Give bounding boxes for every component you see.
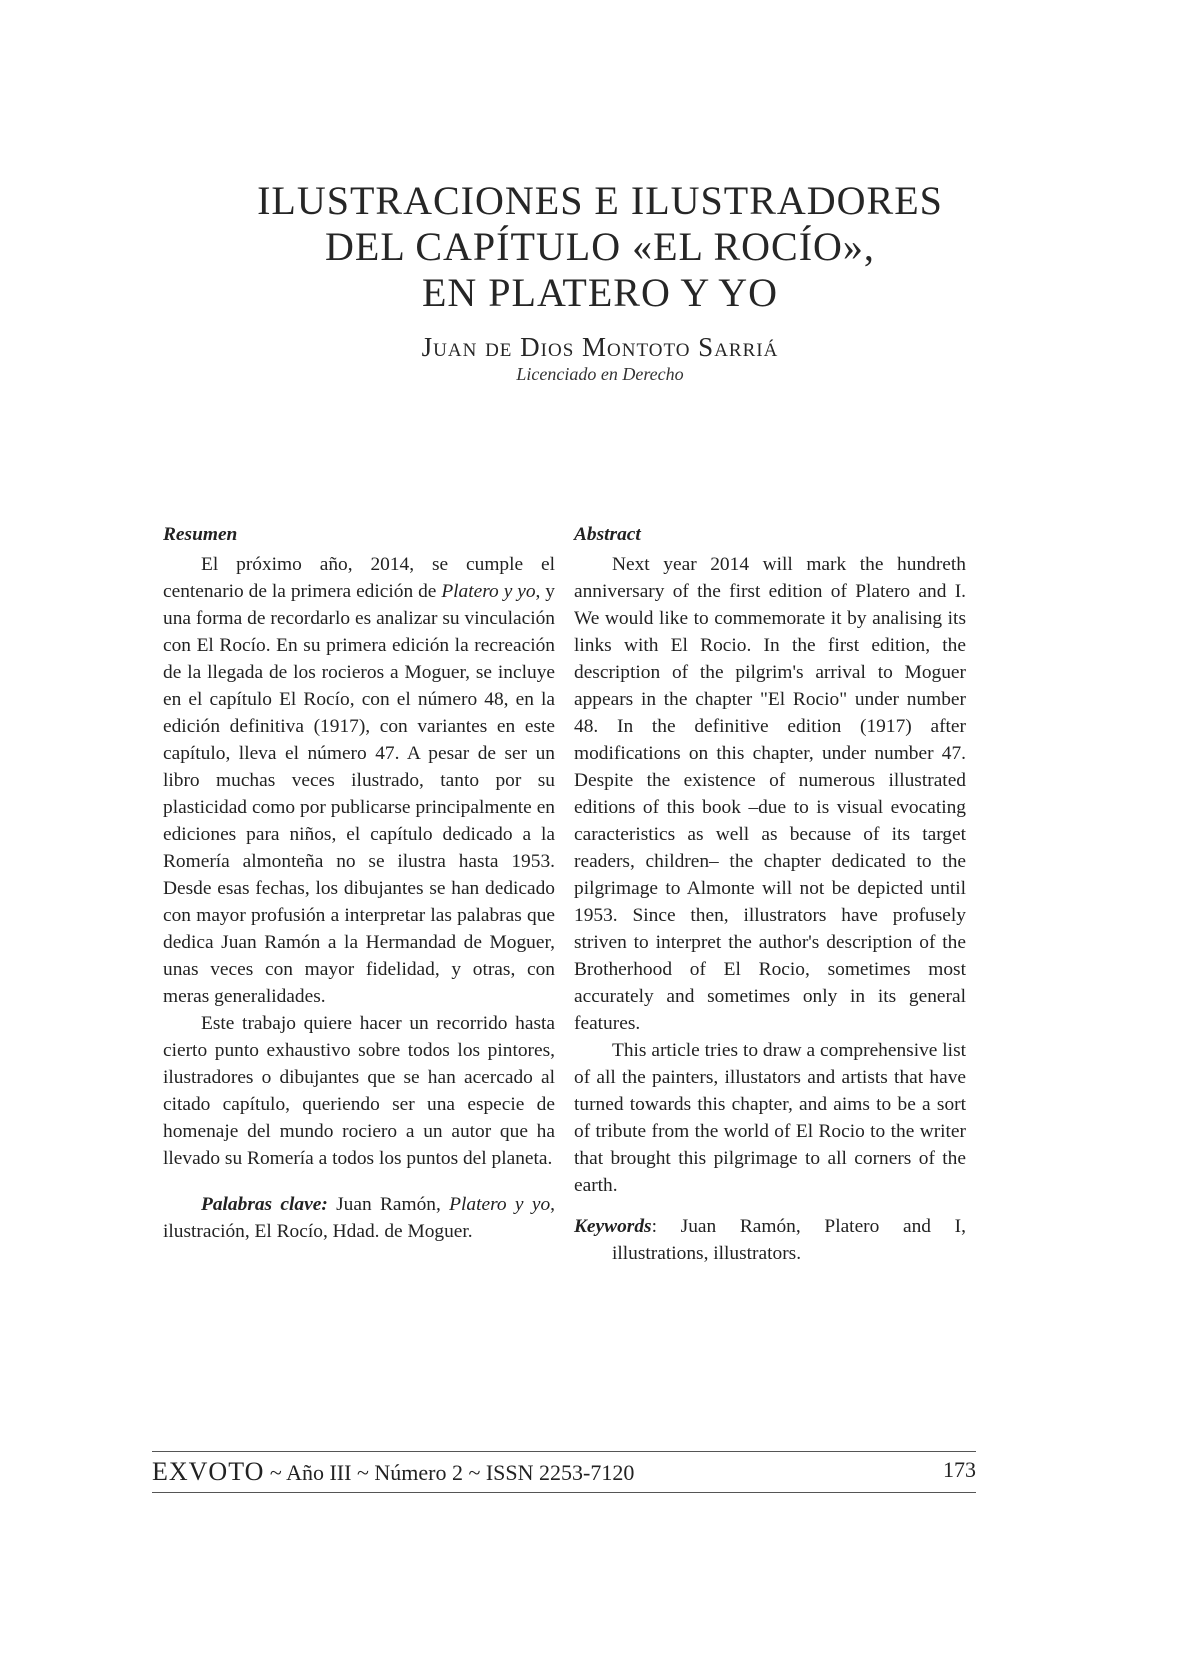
resumen-keywords-book: Platero y yo bbox=[449, 1194, 551, 1215]
title-line-1: ILUSTRACIONES E ILUSTRADORES bbox=[257, 178, 943, 223]
resumen-p1-book-title: Platero y yo bbox=[441, 581, 536, 602]
abstract-paragraph-1: Next year 2014 will mark the hundreth anniversary of the first edition of Platero and I. We would like to commemorate it by analising its links with El Rocio. In the first edition, the description of the pilgrim's arrival to Moguer appears in the chapter "El Rocio" under number 48. In the definitive edition (1917) after modifications on this chapter, under number 47. Despite the existence of numerous illustrated editions of this book –due to is visual evocating caracteristics as well as because of its target readers, children– the chapter dedicated to the pilgrimage to Almonte will not be depicted until 1953. Since then, illustrators have profusely striven to interpret the author's description of the Brotherhood of El Rocio, sometimes most accurately and sometimes only in its general features. bbox=[574, 554, 966, 1034]
author-name: Juan de Dios Montoto Sarriá bbox=[421, 332, 779, 362]
abstract-heading: Abstract bbox=[574, 524, 641, 545]
author-affiliation: Licenciado en Derecho bbox=[516, 364, 684, 384]
title-line-2: DEL CAPÍTULO «EL ROCÍO», bbox=[325, 224, 875, 269]
abstract-keywords-text: : Juan Ramón, Platero and I, illustrations, illustrators. bbox=[612, 1216, 966, 1264]
page-number: 173 bbox=[943, 1457, 976, 1482]
footer-rule-bottom bbox=[152, 1492, 976, 1493]
title-line-3: EN PLATERO Y YO bbox=[421, 270, 779, 315]
resumen-keywords-b: , ilustración, El Rocío, Hdad. de Moguer. bbox=[163, 1194, 556, 1242]
resumen-p1-text-b: , y una forma de recordarlo es analizar su vinculación con El Rocío. En su primera edición la recreación de la llegada de los rocieros a Moguer, se incluye en el capítulo El Rocío, con el número 48, en la edición definitiva (1917), con variantes en este capítulo, lleva el número 47. A pesar de ser un libro muchas veces ilustrado, tanto por su plasticidad como por publicarse principalmente en ediciones para niños, el capítulo dedicado a la Romería almonteña no se ilustra hasta 1953. Desde esas fechas, los dibujantes se han dedicado con mayor profusión a interpretar las palabras que dedica Juan Ramón a la Hermandad de Moguer, unas veces con mayor fidelidad, y otras, con meras generalidades. bbox=[163, 581, 556, 1007]
abstract-keywords-label: Keywords bbox=[574, 1216, 652, 1237]
resumen-p1-text-a: El próximo año, 2014, se cumple el centenario de la primera edición de bbox=[163, 554, 555, 602]
resumen-keywords-a: Juan Ramón, bbox=[327, 1194, 450, 1215]
page-footer bbox=[152, 1457, 976, 1487]
abstract-paragraph-2: This article tries to draw a comprehensive list of all the painters, illustators and artists that have turned towards this chapter, and aims to be a sort of tribute from the world of El Rocio to the writer that brought this pilgrimage to all corners of the earth. bbox=[574, 1040, 966, 1196]
abstract-column bbox=[574, 521, 966, 1267]
article-title bbox=[0, 178, 1200, 316]
resumen-heading: Resumen bbox=[163, 524, 238, 545]
resumen-keywords-label: Palabras clave: bbox=[201, 1194, 328, 1215]
footer-rule-top bbox=[152, 1451, 976, 1452]
journal-details: ~ Año III ~ Número 2 ~ ISSN 2253-7120 bbox=[264, 1460, 635, 1485]
resumen-keywords bbox=[163, 1191, 555, 1245]
resumen-paragraph-2: Este trabajo quiere hacer un recorrido hasta cierto punto exhaustivo sobre todos los pintores, ilustradores o dibujantes que se han acercado al citado capítulo, queriendo ser una especie de homenaje del mundo rociero a un autor que ha llevado su Romería a todos los puntos del planeta. bbox=[163, 1013, 555, 1169]
journal-name: EXVOTO bbox=[152, 1457, 265, 1486]
resumen-paragraph-1 bbox=[163, 551, 555, 1010]
resumen-column bbox=[163, 521, 555, 1245]
abstract-keywords bbox=[574, 1213, 966, 1267]
